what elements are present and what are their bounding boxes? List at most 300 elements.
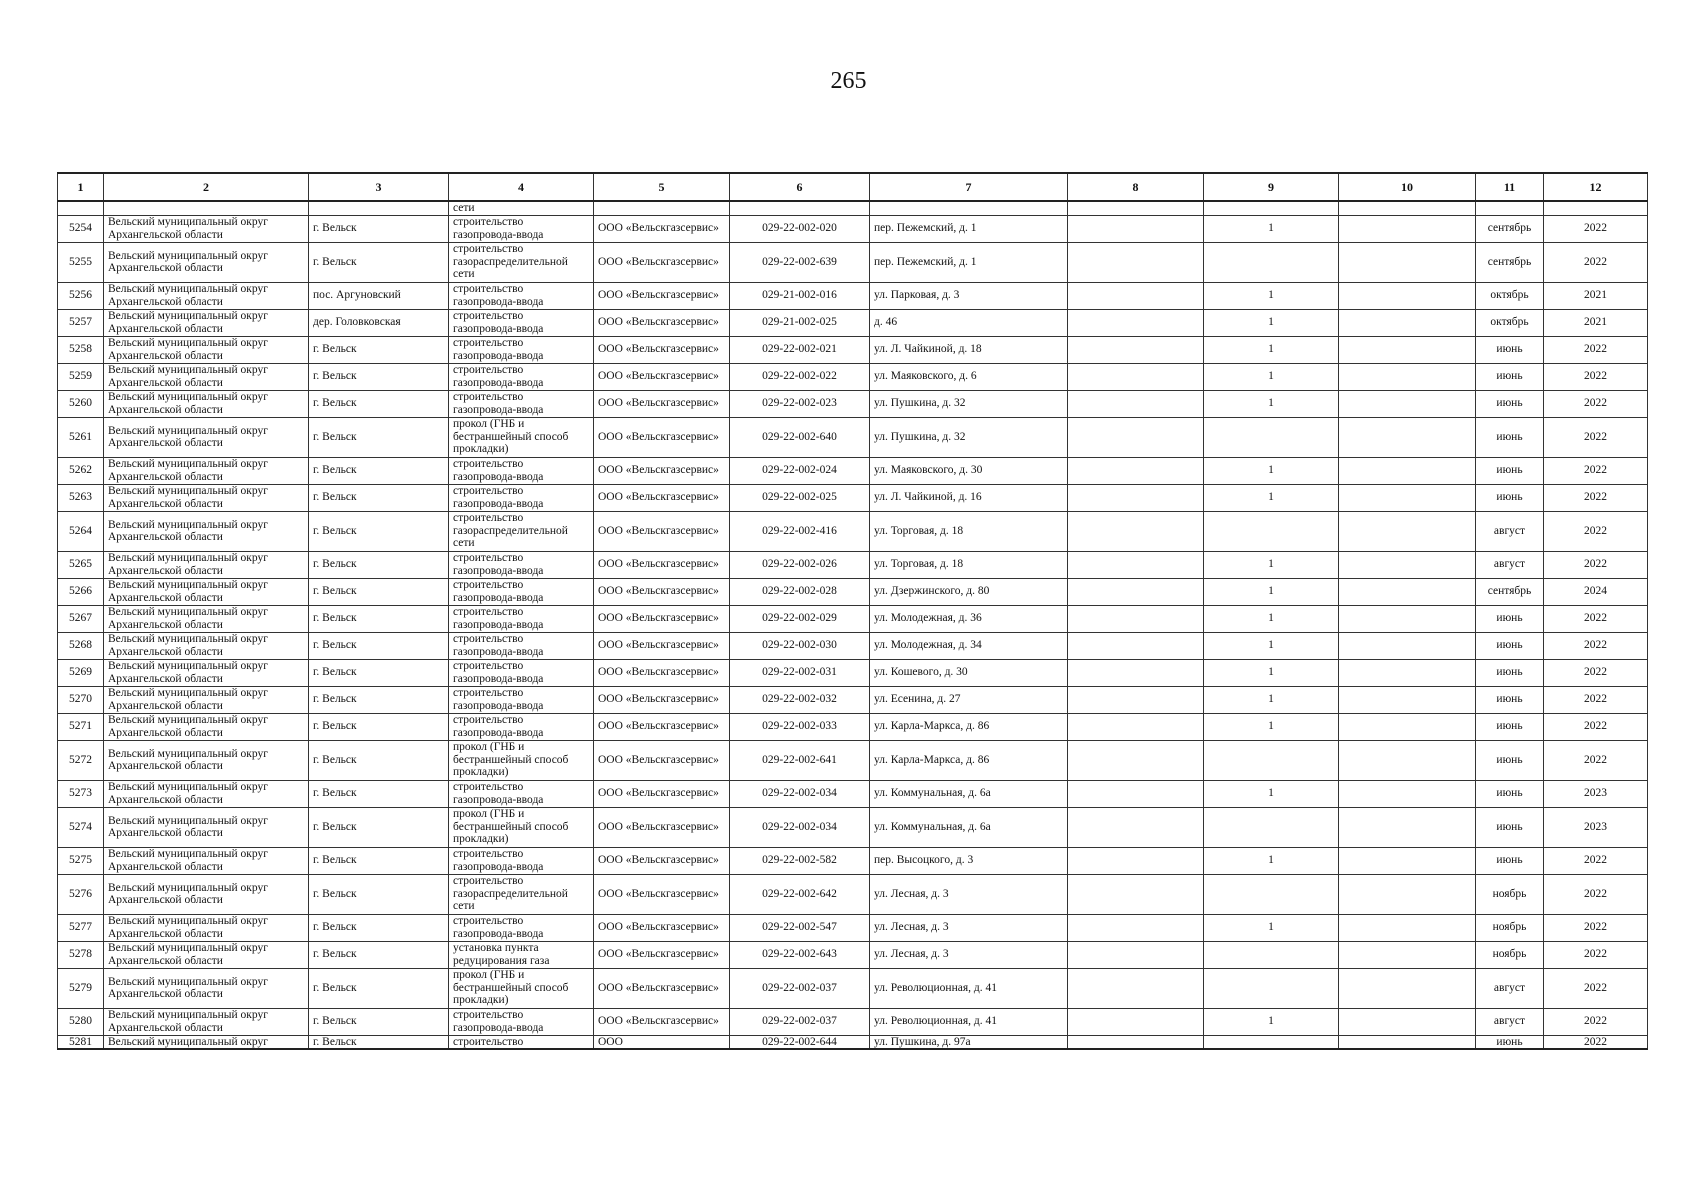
cell-number: 5264 <box>58 511 104 551</box>
cell-settlement: г. Вельск <box>309 780 449 807</box>
cell-region: Вельский муниципальный округ Архангельской области <box>104 1008 309 1035</box>
table-row <box>58 780 1648 807</box>
cell-work: строительство газопровода-ввода <box>449 390 594 417</box>
cell-col8 <box>1068 605 1204 632</box>
cell-work: строительство газопровода-ввода <box>449 457 594 484</box>
cell-col8 <box>1068 740 1204 780</box>
column-header-4: 4 <box>449 173 594 201</box>
cell-organization: ООО «Вельскгазсервис» <box>594 511 730 551</box>
cell-organization: ООО «Вельскгазсервис» <box>594 336 730 363</box>
cell-address: ул. Пушкина, д. 32 <box>870 417 1068 457</box>
cell-year: 2022 <box>1544 914 1648 941</box>
cell-region: Вельский муниципальный округ Архангельской области <box>104 363 309 390</box>
cell-settlement: г. Вельск <box>309 578 449 605</box>
cell-address: ул. Лесная, д. 3 <box>870 914 1068 941</box>
cell-year: 2022 <box>1544 242 1648 282</box>
cell-number: 5267 <box>58 605 104 632</box>
cell-settlement: г. Вельск <box>309 417 449 457</box>
cell-code: 029-22-002-026 <box>730 551 870 578</box>
cell-address: ул. Молодежная, д. 36 <box>870 605 1068 632</box>
cell-code: 029-22-002-644 <box>730 1035 870 1049</box>
cell-work: строительство газораспределительной сети <box>449 874 594 914</box>
cell-month: июнь <box>1476 780 1544 807</box>
cell-month: июнь <box>1476 417 1544 457</box>
cell-month: сентябрь <box>1476 578 1544 605</box>
cell-number: 5256 <box>58 282 104 309</box>
cell-col8 <box>1068 578 1204 605</box>
cell-code: 029-22-002-547 <box>730 914 870 941</box>
cell-work: сети <box>449 201 594 215</box>
cell-region: Вельский муниципальный округ Архангельской области <box>104 686 309 713</box>
cell-count <box>1204 242 1339 282</box>
cell-col10 <box>1339 336 1476 363</box>
cell-settlement: г. Вельск <box>309 511 449 551</box>
cell-region: Вельский муниципальный округ Архангельской области <box>104 390 309 417</box>
cell-number: 5265 <box>58 551 104 578</box>
cell-month: июнь <box>1476 632 1544 659</box>
cell-address: ул. Молодежная, д. 34 <box>870 632 1068 659</box>
cell-month: октябрь <box>1476 309 1544 336</box>
cell-settlement: г. Вельск <box>309 363 449 390</box>
cell-address: пер. Пежемский, д. 1 <box>870 242 1068 282</box>
cell-address: ул. Пушкина, д. 32 <box>870 390 1068 417</box>
cell-col10 <box>1339 941 1476 968</box>
register-table <box>57 172 1648 1050</box>
cell-year: 2022 <box>1544 713 1648 740</box>
cell-number: 5255 <box>58 242 104 282</box>
cell-organization: ООО «Вельскгазсервис» <box>594 578 730 605</box>
cell-address: ул. Коммунальная, д. 6а <box>870 807 1068 847</box>
cell-count <box>1204 807 1339 847</box>
cell-address: ул. Есенина, д. 27 <box>870 686 1068 713</box>
cell-count: 1 <box>1204 1008 1339 1035</box>
column-header-9: 9 <box>1204 173 1339 201</box>
cell-work: строительство газораспределительной сети <box>449 511 594 551</box>
table-row <box>58 282 1648 309</box>
cell-count: 1 <box>1204 713 1339 740</box>
cell-settlement: г. Вельск <box>309 390 449 417</box>
cell-col10 <box>1339 484 1476 511</box>
cell-count: 1 <box>1204 847 1339 874</box>
cell-organization: ООО «Вельскгазсервис» <box>594 484 730 511</box>
cell-count: 1 <box>1204 578 1339 605</box>
cell-code: 029-21-002-025 <box>730 309 870 336</box>
cell-work: строительство газораспределительной сети <box>449 242 594 282</box>
cell-count: 1 <box>1204 215 1339 242</box>
cell-settlement: г. Вельск <box>309 605 449 632</box>
cell-settlement: г. Вельск <box>309 551 449 578</box>
cell-address: ул. Карла-Маркса, д. 86 <box>870 740 1068 780</box>
cell-code: 029-22-002-032 <box>730 686 870 713</box>
cell-col8 <box>1068 632 1204 659</box>
cell-col8 <box>1068 551 1204 578</box>
cell-count: 1 <box>1204 390 1339 417</box>
cell-code: 029-22-002-642 <box>730 874 870 914</box>
cell-work: строительство <box>449 1035 594 1049</box>
cell-col10 <box>1339 578 1476 605</box>
cell-work: строительство газопровода-ввода <box>449 632 594 659</box>
cell-settlement: г. Вельск <box>309 457 449 484</box>
cell-region: Вельский муниципальный округ Архангельской области <box>104 847 309 874</box>
cell-number: 5262 <box>58 457 104 484</box>
cell-col10 <box>1339 847 1476 874</box>
cell-year: 2022 <box>1544 215 1648 242</box>
cell-count: 1 <box>1204 632 1339 659</box>
cell-count <box>1204 968 1339 1008</box>
cell-work: строительство газопровода-ввода <box>449 847 594 874</box>
cell-code: 029-22-002-639 <box>730 242 870 282</box>
cell-count <box>1204 1035 1339 1049</box>
table-row <box>58 511 1648 551</box>
cell-col8 <box>1068 1035 1204 1049</box>
cell-col8 <box>1068 1008 1204 1035</box>
cell-col10 <box>1339 363 1476 390</box>
cell-number: 5259 <box>58 363 104 390</box>
cell-organization: ООО «Вельскгазсервис» <box>594 1008 730 1035</box>
cell-count: 1 <box>1204 282 1339 309</box>
table-row <box>58 201 1648 215</box>
cell-code: 029-22-002-023 <box>730 390 870 417</box>
cell-code: 029-22-002-033 <box>730 713 870 740</box>
cell-col8 <box>1068 713 1204 740</box>
cell-number: 5281 <box>58 1035 104 1049</box>
cell-col10 <box>1339 215 1476 242</box>
cell-address: ул. Маяковского, д. 6 <box>870 363 1068 390</box>
table-row <box>58 632 1648 659</box>
cell-count <box>1204 941 1339 968</box>
table-row <box>58 686 1648 713</box>
cell-number: 5261 <box>58 417 104 457</box>
cell-address: ул. Лесная, д. 3 <box>870 941 1068 968</box>
column-header-12: 12 <box>1544 173 1648 201</box>
cell-organization: ООО «Вельскгазсервис» <box>594 686 730 713</box>
column-header-6: 6 <box>730 173 870 201</box>
cell-col8 <box>1068 242 1204 282</box>
cell-address: ул. Революционная, д. 41 <box>870 968 1068 1008</box>
header-row <box>58 173 1648 201</box>
cell-region: Вельский муниципальный округ Архангельской области <box>104 713 309 740</box>
cell-count: 1 <box>1204 659 1339 686</box>
table-row <box>58 740 1648 780</box>
cell-month: август <box>1476 551 1544 578</box>
cell-region: Вельский муниципальный округ Архангельской области <box>104 807 309 847</box>
cell-year: 2022 <box>1544 363 1648 390</box>
cell-settlement: г. Вельск <box>309 807 449 847</box>
cell-col10 <box>1339 511 1476 551</box>
cell-number: 5257 <box>58 309 104 336</box>
cell-organization: ООО «Вельскгазсервис» <box>594 417 730 457</box>
cell-month: июнь <box>1476 686 1544 713</box>
cell-count: 1 <box>1204 914 1339 941</box>
cell-settlement: г. Вельск <box>309 484 449 511</box>
cell-code: 029-22-002-021 <box>730 336 870 363</box>
cell-year: 2022 <box>1544 632 1648 659</box>
cell-organization: ООО «Вельскгазсервис» <box>594 807 730 847</box>
cell-year: 2022 <box>1544 605 1648 632</box>
cell-number: 5280 <box>58 1008 104 1035</box>
cell-settlement: г. Вельск <box>309 968 449 1008</box>
cell-month: июнь <box>1476 807 1544 847</box>
table-row <box>58 215 1648 242</box>
cell-year: 2022 <box>1544 1035 1648 1049</box>
cell-address: ул. Карла-Маркса, д. 86 <box>870 713 1068 740</box>
cell-year: 2022 <box>1544 686 1648 713</box>
cell-settlement: г. Вельск <box>309 659 449 686</box>
cell-address: ул. Революционная, д. 41 <box>870 1008 1068 1035</box>
cell-number: 5279 <box>58 968 104 1008</box>
cell-settlement: г. Вельск <box>309 713 449 740</box>
table-row <box>58 457 1648 484</box>
cell-work: прокол (ГНБ и бестраншейный способ прокладки) <box>449 968 594 1008</box>
cell-year: 2022 <box>1544 457 1648 484</box>
cell-code: 029-22-002-034 <box>730 807 870 847</box>
cell-organization: ООО «Вельскгазсервис» <box>594 874 730 914</box>
cell-organization: ООО «Вельскгазсервис» <box>594 713 730 740</box>
cell-col8 <box>1068 336 1204 363</box>
cell-work: строительство газопровода-ввода <box>449 605 594 632</box>
cell-region: Вельский муниципальный округ Архангельской области <box>104 309 309 336</box>
cell-number: 5278 <box>58 941 104 968</box>
cell-year: 2024 <box>1544 578 1648 605</box>
cell-region: Вельский муниципальный округ Архангельской области <box>104 780 309 807</box>
cell-number: 5266 <box>58 578 104 605</box>
cell-work: строительство газопровода-ввода <box>449 363 594 390</box>
cell-settlement: г. Вельск <box>309 1008 449 1035</box>
cell-col8 <box>1068 215 1204 242</box>
cell-number: 5268 <box>58 632 104 659</box>
cell-address: ул. Торговая, д. 18 <box>870 551 1068 578</box>
cell-work: прокол (ГНБ и бестраншейный способ прокладки) <box>449 740 594 780</box>
column-header-8: 8 <box>1068 173 1204 201</box>
cell-col10 <box>1339 968 1476 1008</box>
cell-year: 2022 <box>1544 336 1648 363</box>
cell-code: 029-22-002-640 <box>730 417 870 457</box>
cell-count <box>1204 874 1339 914</box>
cell-organization: ООО «Вельскгазсервис» <box>594 632 730 659</box>
cell-col8 <box>1068 417 1204 457</box>
cell-col8 <box>1068 457 1204 484</box>
cell-col10 <box>1339 1008 1476 1035</box>
cell-col10 <box>1339 874 1476 914</box>
cell-address: д. 46 <box>870 309 1068 336</box>
cell-year: 2022 <box>1544 740 1648 780</box>
cell-code: 029-22-002-028 <box>730 578 870 605</box>
cell-col10 <box>1339 914 1476 941</box>
cell-year: 2022 <box>1544 659 1648 686</box>
cell-work: строительство газопровода-ввода <box>449 215 594 242</box>
cell-code: 029-22-002-582 <box>730 847 870 874</box>
cell-settlement: г. Вельск <box>309 686 449 713</box>
cell-settlement: г. Вельск <box>309 215 449 242</box>
cell-region: Вельский муниципальный округ Архангельской области <box>104 417 309 457</box>
cell-code: 029-22-002-022 <box>730 363 870 390</box>
cell-year: 2022 <box>1544 968 1648 1008</box>
cell-code: 029-22-002-037 <box>730 1008 870 1035</box>
cell-year: 2022 <box>1544 484 1648 511</box>
table-row <box>58 309 1648 336</box>
cell-year: 2022 <box>1544 511 1648 551</box>
cell-settlement: г. Вельск <box>309 941 449 968</box>
cell-number: 5270 <box>58 686 104 713</box>
table-row <box>58 968 1648 1008</box>
cell-region: Вельский муниципальный округ Архангельской области <box>104 242 309 282</box>
cell-col10 <box>1339 605 1476 632</box>
cell-number: 5276 <box>58 874 104 914</box>
cell-col10 <box>1339 390 1476 417</box>
cell-number: 5275 <box>58 847 104 874</box>
cell-year: 2022 <box>1544 417 1648 457</box>
cell-month: июнь <box>1476 363 1544 390</box>
table-row <box>58 336 1648 363</box>
cell-col10 <box>1339 309 1476 336</box>
cell-col10 <box>1339 551 1476 578</box>
cell-col10 <box>1339 282 1476 309</box>
cell-number: 5258 <box>58 336 104 363</box>
cell-region: Вельский муниципальный округ Архангельской области <box>104 457 309 484</box>
column-header-1: 1 <box>58 173 104 201</box>
cell-code: 029-22-002-024 <box>730 457 870 484</box>
cell-settlement: г. Вельск <box>309 847 449 874</box>
cell-number: 5254 <box>58 215 104 242</box>
column-header-11: 11 <box>1476 173 1544 201</box>
cell-organization: ООО «Вельскгазсервис» <box>594 847 730 874</box>
cell-col8 <box>1068 874 1204 914</box>
cell-year: 2022 <box>1544 1008 1648 1035</box>
cell-col8 <box>1068 807 1204 847</box>
cell-month: июнь <box>1476 457 1544 484</box>
cell-year: 2021 <box>1544 282 1648 309</box>
cell-code: 029-21-002-016 <box>730 282 870 309</box>
cell-work: прокол (ГНБ и бестраншейный способ прокладки) <box>449 807 594 847</box>
cell-organization: ООО «Вельскгазсервис» <box>594 740 730 780</box>
cell-region: Вельский муниципальный округ Архангельской области <box>104 941 309 968</box>
cell-organization: ООО «Вельскгазсервис» <box>594 282 730 309</box>
cell-address: ул. Парковая, д. 3 <box>870 282 1068 309</box>
cell-organization: ООО «Вельскгазсервис» <box>594 242 730 282</box>
cell-address: ул. Пушкина, д. 97а <box>870 1035 1068 1049</box>
cell-month: август <box>1476 968 1544 1008</box>
cell-organization: ООО «Вельскгазсервис» <box>594 215 730 242</box>
cell-work: строительство газопровода-ввода <box>449 686 594 713</box>
column-header-3: 3 <box>309 173 449 201</box>
cell-address: пер. Пежемский, д. 1 <box>870 215 1068 242</box>
cell-organization: ООО «Вельскгазсервис» <box>594 780 730 807</box>
cell-col10 <box>1339 457 1476 484</box>
cell-count: 1 <box>1204 336 1339 363</box>
cell-col8 <box>1068 282 1204 309</box>
cell-region: Вельский муниципальный округ Архангельской области <box>104 968 309 1008</box>
cell-settlement: г. Вельск <box>309 914 449 941</box>
cell-col8 <box>1068 968 1204 1008</box>
cell-year: 2022 <box>1544 390 1648 417</box>
cell-count <box>1204 417 1339 457</box>
table-row <box>58 578 1648 605</box>
cell-organization: ООО «Вельскгазсервис» <box>594 605 730 632</box>
cell-organization: ООО «Вельскгазсервис» <box>594 968 730 1008</box>
cell-address: ул. Маяковского, д. 30 <box>870 457 1068 484</box>
cell-address: ул. Коммунальная, д. 6а <box>870 780 1068 807</box>
cell-year: 2022 <box>1544 847 1648 874</box>
cell-code: 029-22-002-029 <box>730 605 870 632</box>
cell-month: октябрь <box>1476 282 1544 309</box>
cell-col10 <box>1339 632 1476 659</box>
cell-address: ул. Л. Чайкиной, д. 18 <box>870 336 1068 363</box>
cell-address: ул. Дзержинского, д. 80 <box>870 578 1068 605</box>
table-row <box>58 847 1648 874</box>
cell-address: ул. Лесная, д. 3 <box>870 874 1068 914</box>
cell-code: 029-22-002-037 <box>730 968 870 1008</box>
cell-col8 <box>1068 309 1204 336</box>
cell-month: июнь <box>1476 390 1544 417</box>
cell-code: 029-22-002-025 <box>730 484 870 511</box>
cell-work: строительство газопровода-ввода <box>449 713 594 740</box>
table-row <box>58 713 1648 740</box>
cell-code: 029-22-002-416 <box>730 511 870 551</box>
cell-year: 2021 <box>1544 309 1648 336</box>
cell-organization: ООО «Вельскгазсервис» <box>594 390 730 417</box>
cell-col10 <box>1339 1035 1476 1049</box>
cell-count: 1 <box>1204 309 1339 336</box>
cell-code: 029-22-002-020 <box>730 215 870 242</box>
cell-work: строительство газопровода-ввода <box>449 780 594 807</box>
cell-month: сентябрь <box>1476 215 1544 242</box>
cell-year: 2022 <box>1544 941 1648 968</box>
cell-region: Вельский муниципальный округ Архангельской области <box>104 659 309 686</box>
cell-work: прокол (ГНБ и бестраншейный способ прокладки) <box>449 417 594 457</box>
table-row <box>58 390 1648 417</box>
cell-address: ул. Торговая, д. 18 <box>870 511 1068 551</box>
cell-number: 5263 <box>58 484 104 511</box>
cell-col10 <box>1339 807 1476 847</box>
cell-organization: ООО «Вельскгазсервис» <box>594 941 730 968</box>
cell-code: 029-22-002-034 <box>730 780 870 807</box>
cell-work: установка пункта редуцирования газа <box>449 941 594 968</box>
cell-month: июнь <box>1476 847 1544 874</box>
cell-region: Вельский муниципальный округ Архангельской области <box>104 484 309 511</box>
cell-address: пер. Высоцкого, д. 3 <box>870 847 1068 874</box>
table-row <box>58 551 1648 578</box>
cell-month: июнь <box>1476 659 1544 686</box>
cell-year: 2023 <box>1544 780 1648 807</box>
cell-region: Вельский муниципальный округ Архангельской области <box>104 578 309 605</box>
cell-month: сентябрь <box>1476 242 1544 282</box>
cell-month: август <box>1476 1008 1544 1035</box>
table-row <box>58 941 1648 968</box>
cell-code: 029-22-002-643 <box>730 941 870 968</box>
cell-settlement: пос. Аргуновский <box>309 282 449 309</box>
cell-month: ноябрь <box>1476 874 1544 914</box>
cell-col10 <box>1339 780 1476 807</box>
cell-settlement: дер. Головковская <box>309 309 449 336</box>
cell-number: 5274 <box>58 807 104 847</box>
table-row <box>58 659 1648 686</box>
cell-settlement: г. Вельск <box>309 740 449 780</box>
page-number: 265 <box>830 68 867 94</box>
cell-organization: ООО «Вельскгазсервис» <box>594 457 730 484</box>
cell-region: Вельский муниципальный округ Архангельской области <box>104 336 309 363</box>
cell-month: июнь <box>1476 740 1544 780</box>
cell-col8 <box>1068 686 1204 713</box>
cell-region: Вельский муниципальный округ <box>104 1035 309 1049</box>
cell-col8 <box>1068 363 1204 390</box>
cell-count: 1 <box>1204 605 1339 632</box>
cell-col8 <box>1068 390 1204 417</box>
cell-code: 029-22-002-641 <box>730 740 870 780</box>
cell-code: 029-22-002-030 <box>730 632 870 659</box>
table-row <box>58 1035 1648 1049</box>
table-row <box>58 914 1648 941</box>
cell-col8 <box>1068 659 1204 686</box>
